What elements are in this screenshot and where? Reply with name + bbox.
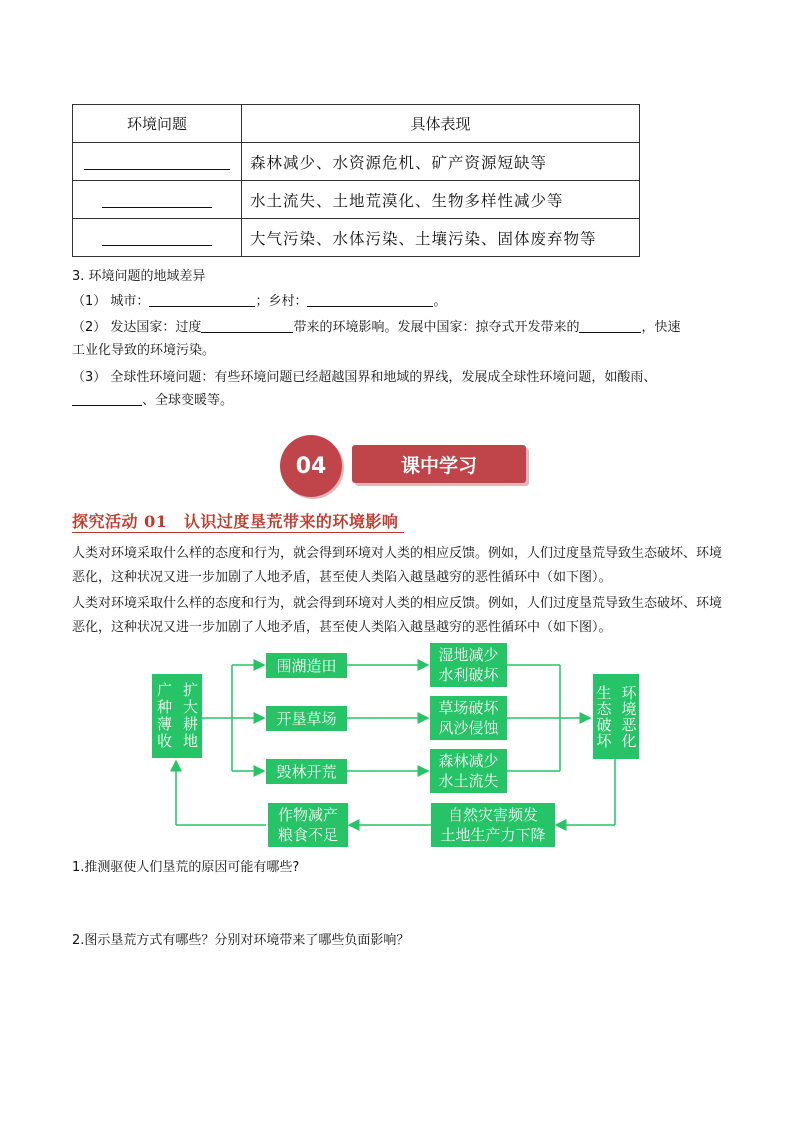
- box-text-wide-planting: 广种薄收: [155, 682, 173, 750]
- global-end-text: 、全球变暖等。: [142, 393, 234, 408]
- section-number-badge: 04: [280, 435, 342, 497]
- global-text: 全球性环境问题：有些环境问题已经超越国界和地域的界线，发展成全球性环境问题，如酸雨、: [110, 370, 657, 385]
- disaster-line: 土地生产力下降: [440, 826, 546, 844]
- fast-text: ，快速: [641, 320, 681, 335]
- section-label-badge: 课中学习: [352, 445, 526, 483]
- city-label: 城市：: [110, 294, 150, 309]
- box-grassland-reclamation: 开垦草场: [266, 706, 347, 731]
- developing-text: 带来的环境影响。发展中国家：掠夺式开发带来的: [293, 320, 580, 335]
- disaster-line: 自然灾害频发: [447, 806, 538, 824]
- box-food-shortage: [268, 803, 348, 847]
- box-text-ecology: 生态破坏: [594, 684, 613, 749]
- box-expand-farmland: [152, 674, 202, 758]
- effect-line: 森林减少: [438, 752, 499, 770]
- table-cell-desc: 森林减少、水资源危机、矿产资源短缺等: [242, 143, 640, 181]
- effect-line: 湿地减少: [438, 646, 499, 664]
- box-grassland-damage: [430, 696, 507, 740]
- table-cell-desc: 水土流失、土地荒漠化、生物多样性减少等: [242, 181, 640, 219]
- activity-paragraph-2: 人类对环境采取什么样的态度和行为，就会得到环境对人类的相应反馈。例如，人们过度垦荒导致生态破坏、环境恶化，这种状况又进一步加剧了人地矛盾，甚至使人类陷入越垦越穷的恶性循环中（如下图）。: [72, 596, 723, 635]
- activity-paragraph-1: 人类对环境采取什么样的态度和行为，就会得到环境对人类的相应反馈。例如，人们过度垦荒导致生态破坏、环境恶化，这种状况又进一步加剧了人地矛盾，甚至使人类陷入越垦越穷的恶性循环中（如下图）。: [72, 546, 723, 585]
- effect-line: 水利破坏: [438, 666, 499, 684]
- box-text-environment: 环境恶化: [619, 684, 638, 749]
- effect-line: 草场破坏: [438, 699, 499, 717]
- food-line: 作物减产: [277, 806, 338, 824]
- village-label: ；乡村：: [255, 294, 308, 309]
- effect-line: 水土流失: [438, 772, 499, 790]
- item-number: （2）: [72, 320, 107, 335]
- table-header-desc: 具体表现: [242, 105, 640, 143]
- question-2: 2.图示垦荒方式有哪些？分别对环境带来了哪些负面影响？: [72, 933, 410, 948]
- box-forest-decrease: [430, 749, 507, 793]
- box-deforestation: 毁林开荒: [266, 759, 347, 784]
- period: 。: [433, 294, 447, 309]
- box-natural-disaster: [431, 803, 555, 847]
- item-number: （3）: [72, 370, 107, 385]
- activity-title: 探究活动 01 认识过度垦荒带来的环境影响: [72, 509, 404, 533]
- box-ecological-damage: [593, 674, 639, 759]
- industrial-text: 工业化导致的环境污染。: [72, 343, 216, 358]
- box-text-expand-farmland: 扩大耕地: [181, 682, 199, 750]
- effect-line: 风沙侵蚀: [438, 719, 499, 737]
- item-number: （1）: [72, 294, 107, 309]
- developed-text: 发达国家：过度: [110, 320, 202, 335]
- table-cell-desc: 大气污染、水体污染、土壤污染、固体废弃物等: [242, 219, 640, 257]
- table-header-problem: 环境问题: [73, 105, 242, 143]
- box-lake-reclamation: 围湖造田: [266, 653, 347, 678]
- food-line: 粮食不足: [277, 826, 338, 844]
- box-wetland-decrease: [430, 643, 507, 687]
- section-3-title: 3. 环境问题的地域差异: [72, 269, 206, 284]
- question-1: 1.推测驱使人们垦荒的原因可能有哪些?: [72, 860, 300, 875]
